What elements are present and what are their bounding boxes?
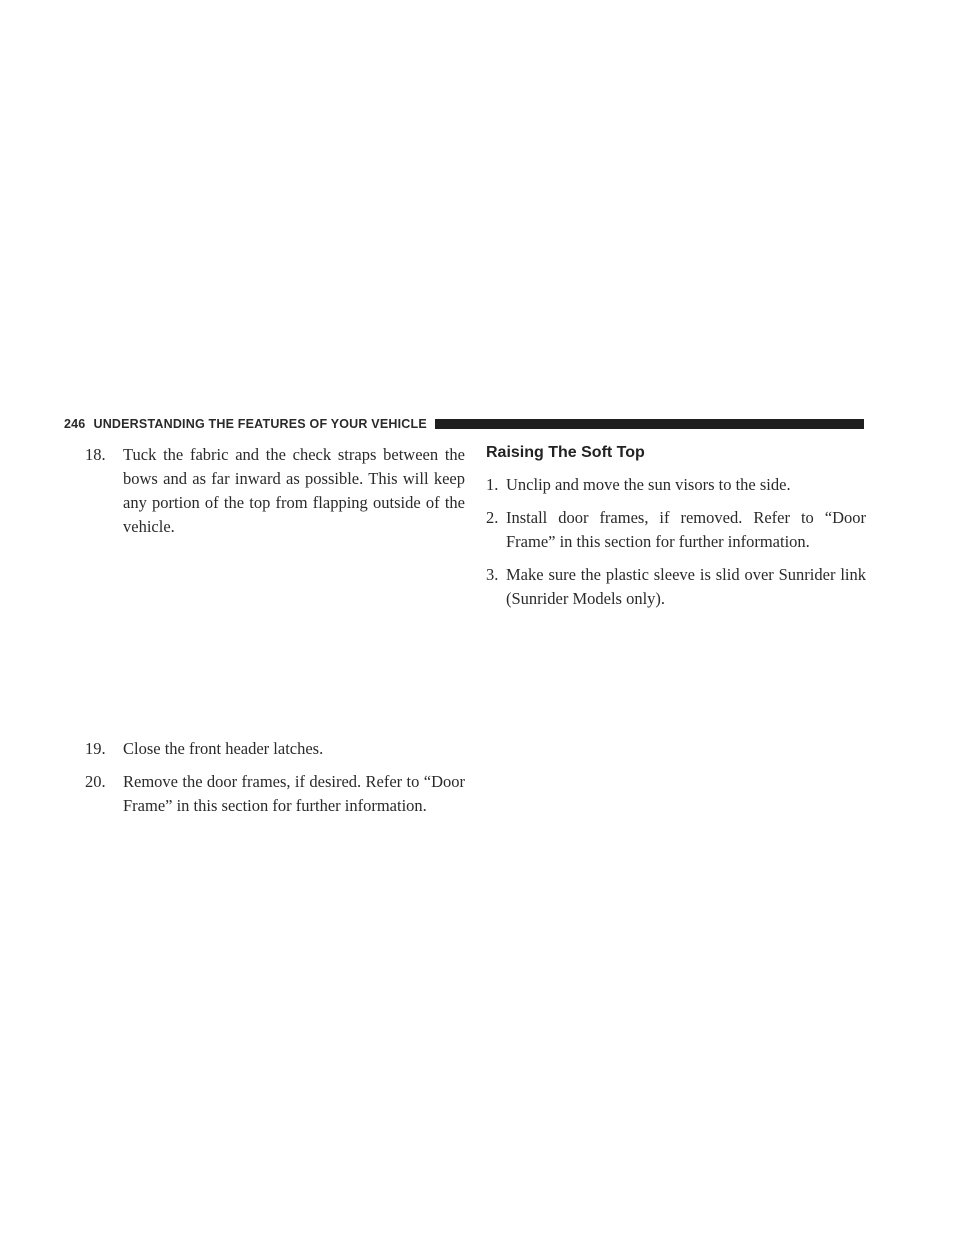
item-number: 18.	[85, 445, 106, 464]
section-heading: Raising The Soft Top	[486, 444, 645, 461]
item-text: Make sure the plastic sleeve is slid over Sunrider link (Sunrider Models only).	[506, 565, 866, 608]
item-number: 3.	[486, 565, 499, 584]
item-number: 20.	[85, 772, 106, 791]
item-number: 1.	[486, 475, 499, 494]
list-item-1	[486, 473, 866, 497]
page-number: 246	[64, 417, 86, 431]
list-item-2	[486, 506, 866, 554]
item-number: 2.	[486, 508, 499, 527]
section-title: UNDERSTANDING THE FEATURES OF YOUR VEHICLE	[93, 417, 427, 431]
item-text: Close the front header latches.	[123, 739, 324, 758]
item-text: Unclip and move the sun visors to the side.	[506, 475, 791, 494]
right-column	[486, 443, 866, 611]
header-rule	[435, 419, 864, 429]
list-item-20	[85, 770, 465, 818]
page-header	[64, 415, 864, 433]
item-text: Install door frames, if removed. Refer to “Door Frame” in this section for further information.	[506, 508, 866, 551]
list-item-18	[85, 443, 465, 539]
figure-space	[85, 539, 465, 737]
list-item-19	[85, 737, 465, 761]
item-text: Tuck the fabric and the check straps between the bows and as far inward as possible. This will keep any portion of the top from flapping outside of the vehicle.	[123, 445, 465, 536]
item-number: 19.	[85, 739, 106, 758]
list-item-3	[486, 563, 866, 611]
item-text: Remove the door frames, if desired. Refer to “Door Frame” in this section for further information.	[123, 772, 465, 815]
left-column	[85, 443, 465, 818]
